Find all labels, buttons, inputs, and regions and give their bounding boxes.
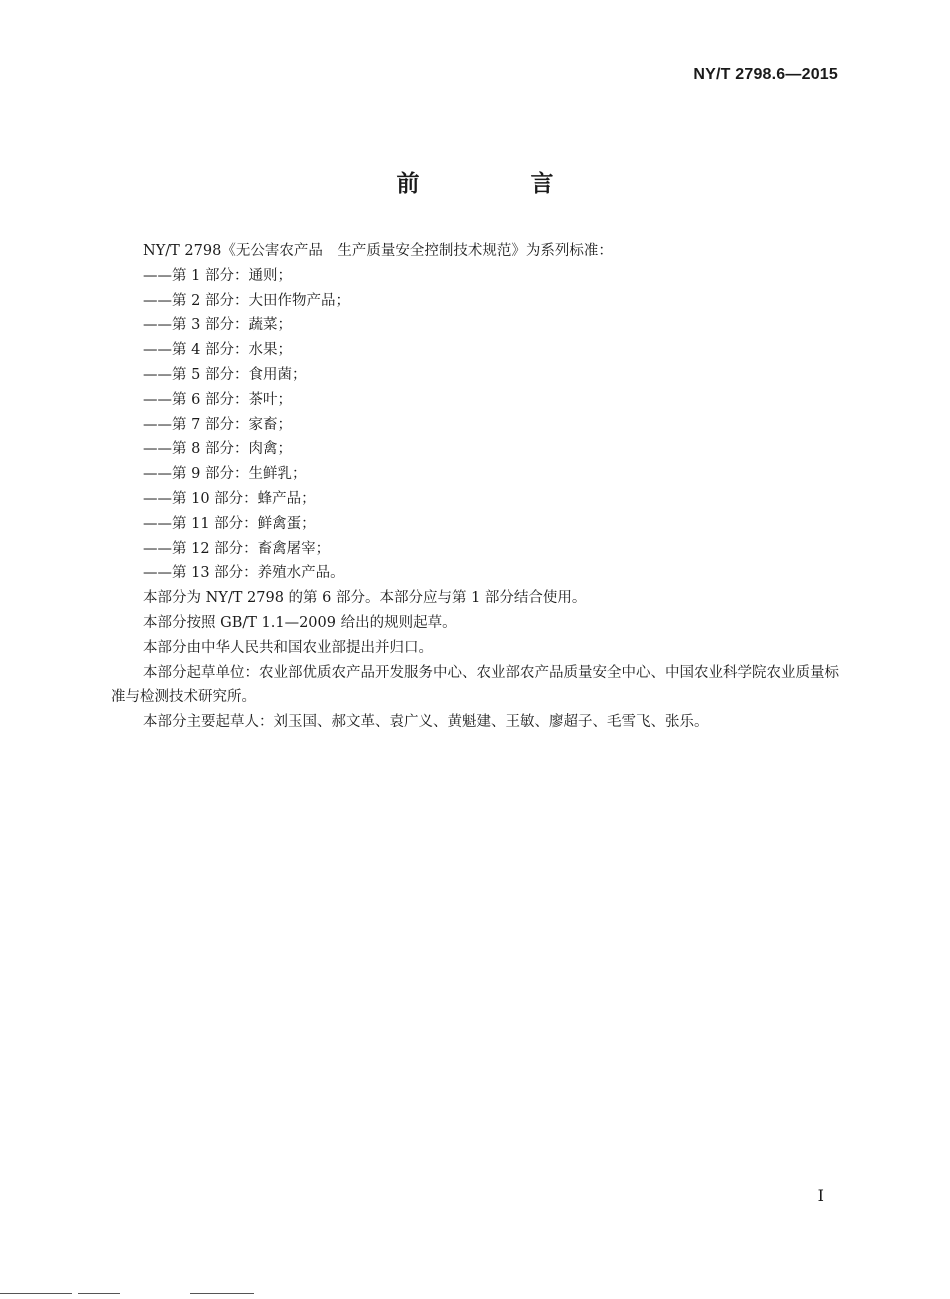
list-item: ——第 6 部分：茶叶； bbox=[143, 391, 292, 408]
list-item: ——第 5 部分：食用菌； bbox=[143, 366, 307, 383]
paragraph-drafters: 本部分主要起草人：刘玉国、郝文革、袁广义、黄魁建、王敏、廖超子、毛雪飞、张乐。 bbox=[143, 714, 709, 731]
page-title: 前 言 bbox=[396, 171, 598, 197]
list-item: ——第 2 部分：大田作物产品； bbox=[143, 292, 350, 309]
list-item: ——第 11 部分：鲜禽蛋； bbox=[143, 515, 316, 532]
list-item: ——第 13 部分：养殖水产品。 bbox=[143, 565, 345, 582]
paragraph-drafting-units: 本部分起草单位：农业部优质农产品开发服务中心、农业部农产品质量安全中心、中国农业科学院农业质量标准与检测技术研究所。 bbox=[111, 664, 839, 706]
list-item: ——第 4 部分：水果； bbox=[143, 342, 292, 359]
list-item: ——第 10 部分：蜂产品； bbox=[143, 490, 316, 507]
intro-paragraph: NY/T 2798《无公害农产品 生产质量安全控制技术规范》为系列标准： bbox=[143, 243, 613, 259]
list-item: ——第 7 部分：家畜； bbox=[143, 416, 292, 433]
paragraph-proposer: 本部分由中华人民共和国农业部提出并归口。 bbox=[143, 639, 433, 656]
list-item: ——第 12 部分：畜禽屠宰； bbox=[143, 540, 331, 557]
list-item: ——第 1 部分：通则； bbox=[143, 267, 292, 284]
list-item: ——第 3 部分：蔬菜； bbox=[143, 317, 292, 334]
paragraph-drafting-rules: 本部分按照 GB/T 1.1—2009 给出的规则起草。 bbox=[143, 614, 457, 631]
list-item: ——第 8 部分：肉禽； bbox=[143, 441, 292, 458]
document-code: NY/T 2798.6—2015 bbox=[693, 66, 838, 83]
parts-list bbox=[111, 264, 839, 586]
footer-divider bbox=[190, 1293, 254, 1294]
foreword-body bbox=[111, 239, 839, 735]
page-number: I bbox=[817, 1186, 824, 1205]
paragraph-part-relation: 本部分为 NY/T 2798 的第 6 部分。本部分应与第 1 部分结合使用。 bbox=[143, 590, 587, 607]
list-item: ——第 9 部分：生鲜乳； bbox=[143, 466, 307, 483]
footer-divider bbox=[0, 1293, 72, 1294]
footer-divider bbox=[78, 1293, 120, 1294]
